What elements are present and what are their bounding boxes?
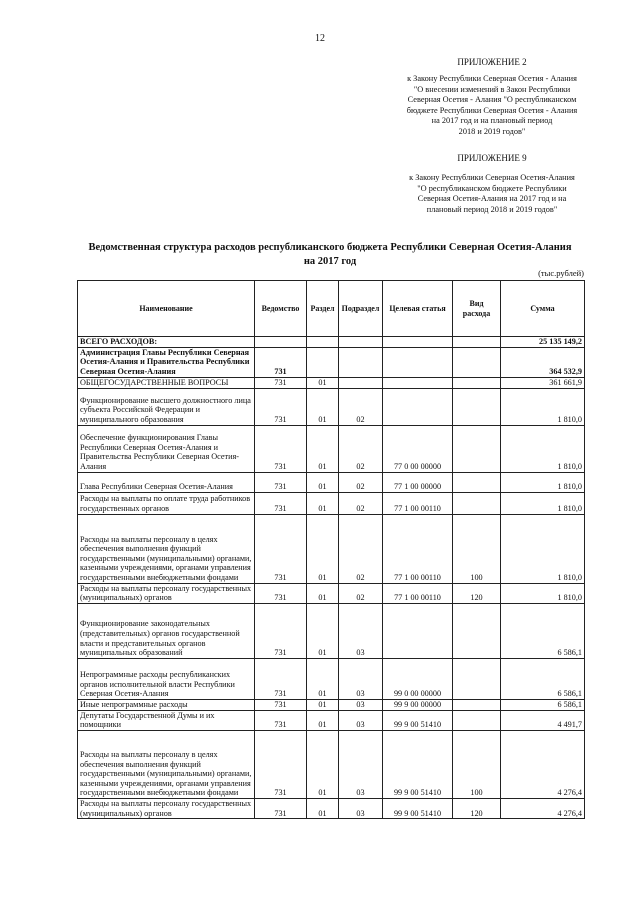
header-department: Ведомство	[255, 281, 307, 337]
page-number: 12	[315, 33, 325, 44]
cell-department: 731	[255, 377, 307, 388]
cell-amount: 1 810,0	[501, 492, 585, 514]
cell-name: ОБЩЕГОСУДАРСТВЕННЫЕ ВОПРОСЫ	[78, 377, 255, 388]
table-row	[78, 347, 585, 377]
cell-expense-type	[453, 377, 501, 388]
cell-subsection: 02	[339, 425, 383, 472]
appendix2-text	[392, 74, 592, 137]
cell-target: 99 9 00 51410	[383, 730, 453, 798]
cell-name: Иные непрограммные расходы	[78, 699, 255, 710]
cell-amount: 6 586,1	[501, 699, 585, 710]
cell-target: 77 1 00 00110	[383, 492, 453, 514]
cell-department: 731	[255, 472, 307, 492]
table-body	[78, 337, 585, 819]
cell-section: 01	[307, 583, 339, 603]
cell-amount: 4 276,4	[501, 730, 585, 798]
cell-department: 731	[255, 514, 307, 583]
table-row	[78, 583, 585, 603]
appendix2-line: "О внесении изменений в Закон Республики	[413, 84, 571, 94]
cell-subsection	[339, 377, 383, 388]
cell-target: 99 9 00 00000	[383, 699, 453, 710]
appendix9-title: ПРИЛОЖЕНИЕ 9	[457, 153, 527, 163]
cell-name: Администрация Главы Республики Северная Осетия-Алания и Правительства Республики Северная Осетия-Алания	[78, 347, 255, 377]
cell-subsection: 03	[339, 798, 383, 818]
cell-subsection: 03	[339, 730, 383, 798]
table-row	[78, 388, 585, 425]
cell-expense-type	[453, 472, 501, 492]
cell-section: 01	[307, 798, 339, 818]
cell-target	[383, 388, 453, 425]
cell-target: 99 9 00 51410	[383, 798, 453, 818]
cell-expense-type	[453, 347, 501, 377]
cell-subsection: 02	[339, 388, 383, 425]
cell-amount: 4 491,7	[501, 710, 585, 730]
cell-section: 01	[307, 492, 339, 514]
cell-target: 99 0 00 00000	[383, 658, 453, 699]
cell-subsection: 03	[339, 658, 383, 699]
appendix2-line: к Закону Республики Северная Осетия - Алания	[407, 74, 577, 83]
cell-expense-type	[453, 337, 501, 348]
cell-amount: 25 135 149,2	[501, 337, 585, 348]
cell-target: 77 1 00 00000	[383, 472, 453, 492]
table-row	[78, 730, 585, 798]
document-title-line1: Ведомственная структура расходов республиканского бюджета Республики Северная Осетия-Алания	[88, 242, 572, 253]
cell-amount: 6 586,1	[501, 603, 585, 658]
cell-target	[383, 337, 453, 348]
table-row	[78, 514, 585, 583]
appendix9-line: к Закону Республики Северная Осетия-Алания	[409, 173, 575, 182]
cell-target: 77 1 00 00110	[383, 514, 453, 583]
table-row	[78, 710, 585, 730]
cell-department	[255, 337, 307, 348]
cell-section: 01	[307, 699, 339, 710]
cell-expense-type	[453, 658, 501, 699]
cell-section: 01	[307, 377, 339, 388]
cell-amount: 6 586,1	[501, 658, 585, 699]
header-name: Наименование	[78, 281, 255, 337]
table-row	[78, 798, 585, 818]
cell-name: Обеспечение функционирования Главы Республики Северная Осетия-Алания и Правительства Республики Северная Осетия-Алания	[78, 425, 255, 472]
cell-subsection: 02	[339, 472, 383, 492]
table-header-row	[78, 281, 585, 337]
cell-expense-type	[453, 710, 501, 730]
cell-department: 731	[255, 603, 307, 658]
cell-target	[383, 347, 453, 377]
cell-target	[383, 603, 453, 658]
units-label: (тыс.рублей)	[538, 268, 584, 278]
cell-name: Функционирование высшего должностного лица субъекта Российской Федерации и муниципального образования	[78, 388, 255, 425]
cell-expense-type: 120	[453, 798, 501, 818]
cell-name: Депутаты Государственной Думы и их помощники	[78, 710, 255, 730]
cell-section: 01	[307, 425, 339, 472]
cell-subsection: 02	[339, 492, 383, 514]
appendix2-title: ПРИЛОЖЕНИЕ 2	[457, 57, 527, 67]
appendix9-line: "О республиканском бюджете Республики	[417, 183, 567, 193]
cell-section: 01	[307, 730, 339, 798]
table-row	[78, 425, 585, 472]
cell-target: 77 0 00 00000	[383, 425, 453, 472]
document-title	[70, 241, 590, 269]
appendix9-line: плановый период 2018 и 2019 годов"	[426, 204, 558, 214]
cell-name: Непрограммные расходы республиканских органов исполнительной власти Республики Северная Осетия-Алания	[78, 658, 255, 699]
cell-section	[307, 347, 339, 377]
cell-subsection: 03	[339, 603, 383, 658]
cell-department: 731	[255, 425, 307, 472]
cell-name: Расходы на выплаты персоналу в целях обеспечения выполнения функций государственными (муниципальными) органами, казенными учреждениями, органами управления государственными внебюджетными фондами	[78, 730, 255, 798]
appendix9-line: Северная Осетия-Алания на 2017 год и на	[417, 194, 567, 203]
cell-name: ВСЕГО РАСХОДОВ:	[78, 337, 255, 348]
header-subsection: Подраздел	[339, 281, 383, 337]
table-row	[78, 492, 585, 514]
cell-amount: 1 810,0	[501, 388, 585, 425]
header-target: Целевая статья	[383, 281, 453, 337]
cell-section: 01	[307, 603, 339, 658]
cell-department: 731	[255, 658, 307, 699]
cell-expense-type	[453, 603, 501, 658]
cell-target: 99 9 00 51410	[383, 710, 453, 730]
cell-name: Расходы на выплаты персоналу государственных (муниципальных) органов	[78, 583, 255, 603]
cell-department: 731	[255, 730, 307, 798]
appendix2-line: Северная Осетия - Алания "О республиканском	[407, 95, 577, 104]
cell-expense-type	[453, 492, 501, 514]
table-row	[78, 377, 585, 388]
appendix2-line: на 2017 год и на плановый период	[431, 116, 553, 125]
cell-target	[383, 377, 453, 388]
cell-expense-type: 100	[453, 730, 501, 798]
table-row	[78, 658, 585, 699]
cell-expense-type	[453, 388, 501, 425]
cell-section: 01	[307, 710, 339, 730]
cell-expense-type: 100	[453, 514, 501, 583]
cell-amount: 1 810,0	[501, 583, 585, 603]
cell-amount: 1 810,0	[501, 472, 585, 492]
budget-table	[77, 280, 585, 819]
cell-department: 731	[255, 492, 307, 514]
cell-department: 731	[255, 798, 307, 818]
cell-amount: 1 810,0	[501, 425, 585, 472]
cell-amount: 1 810,0	[501, 514, 585, 583]
cell-department: 731	[255, 699, 307, 710]
header-expense-type: Вид расхода	[453, 281, 501, 337]
table-row	[78, 603, 585, 658]
table-row	[78, 699, 585, 710]
cell-subsection: 02	[339, 514, 383, 583]
cell-subsection: 02	[339, 583, 383, 603]
cell-section	[307, 337, 339, 348]
cell-amount: 364 532,9	[501, 347, 585, 377]
cell-expense-type: 120	[453, 583, 501, 603]
cell-department: 731	[255, 710, 307, 730]
appendix2-line: бюджете Республики Северная Осетия - Алания	[406, 105, 578, 115]
cell-subsection	[339, 347, 383, 377]
cell-department: 731	[255, 388, 307, 425]
cell-name: Расходы на выплаты персоналу в целях обеспечения выполнения функций государственными (муниципальными) органами, казенными учреждениями, органами управления государственными внебюджетными фондами	[78, 514, 255, 583]
table-row	[78, 337, 585, 348]
table-row	[78, 472, 585, 492]
cell-subsection	[339, 337, 383, 348]
cell-expense-type	[453, 699, 501, 710]
cell-name: Глава Республики Северная Осетия-Алания	[78, 472, 255, 492]
cell-section: 01	[307, 658, 339, 699]
cell-section: 01	[307, 514, 339, 583]
cell-subsection: 03	[339, 699, 383, 710]
header-section: Раздел	[307, 281, 339, 337]
cell-section: 01	[307, 388, 339, 425]
cell-expense-type	[453, 425, 501, 472]
cell-subsection: 03	[339, 710, 383, 730]
cell-amount: 4 276,4	[501, 798, 585, 818]
header-amount: Сумма	[501, 281, 585, 337]
cell-name: Расходы на выплаты по оплате труда работников государственных органов	[78, 492, 255, 514]
appendix9-text	[392, 173, 592, 215]
appendix2-line: 2018 и 2019 годов"	[458, 126, 526, 136]
cell-department: 731	[255, 583, 307, 603]
cell-amount: 361 661,9	[501, 377, 585, 388]
cell-target: 77 1 00 00110	[383, 583, 453, 603]
cell-name: Расходы на выплаты персоналу государственных (муниципальных) органов	[78, 798, 255, 818]
cell-name: Функционирование законодательных (представительных) органов государственной власти и представительных органов муниципальных образований	[78, 603, 255, 658]
cell-section: 01	[307, 472, 339, 492]
document-title-line2: на 2017 год	[303, 256, 357, 267]
cell-department: 731	[255, 347, 307, 377]
